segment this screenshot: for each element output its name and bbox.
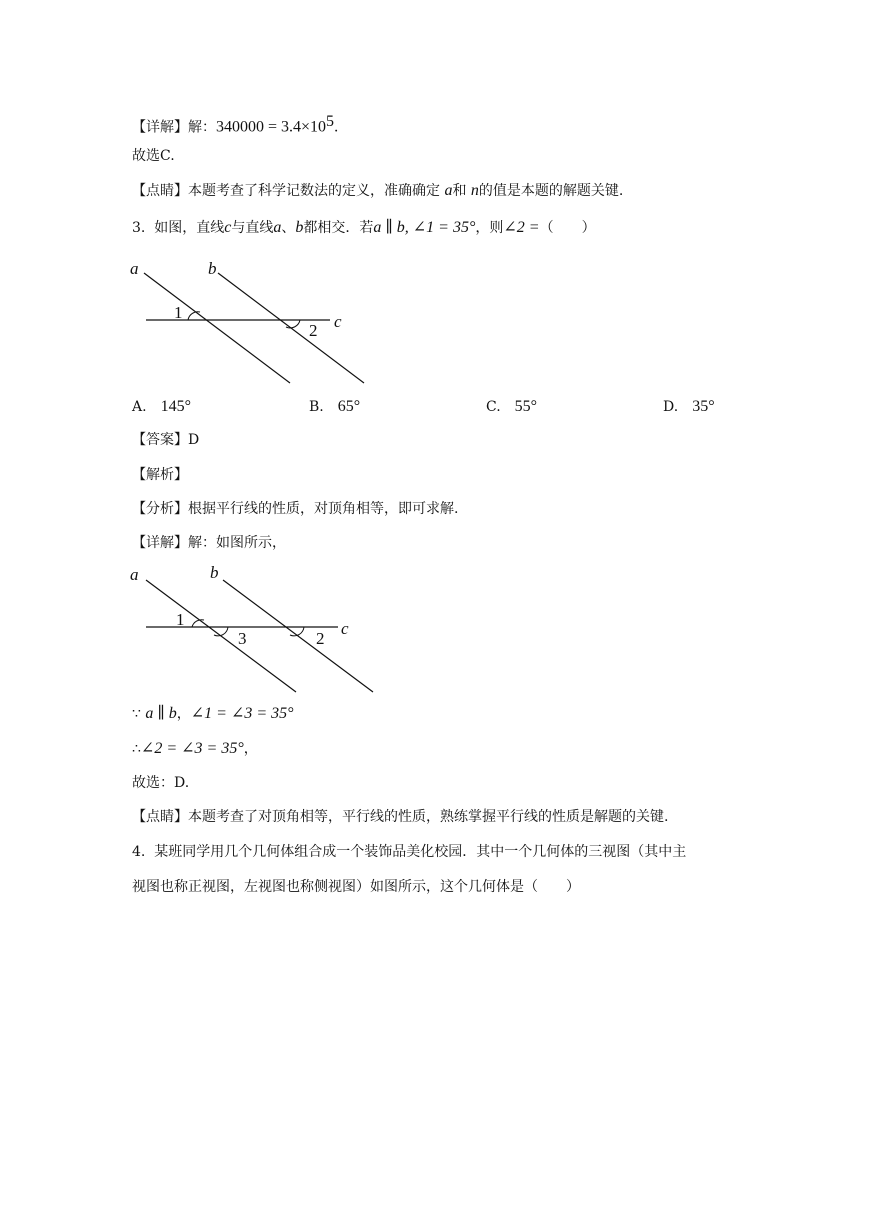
comment-2-line: [132, 807, 668, 827]
angle-3-arc: [214, 627, 228, 636]
option-value: 65°: [337, 398, 361, 415]
detail-exponent: 5: [326, 113, 335, 130]
step-1: [132, 704, 294, 724]
analysis-line: [132, 499, 458, 519]
detail-prefix: 解：: [188, 119, 216, 136]
option-letter: C.: [486, 399, 501, 415]
detail-2-text: 解：如图所示，: [188, 535, 286, 551]
angle-equality: ∠1 = ∠3 = 35°: [190, 705, 294, 722]
detail-tail: ．: [334, 119, 349, 136]
answer-value: D: [188, 432, 200, 448]
step-2-tail: ，: [243, 741, 258, 757]
option-value: 145°: [160, 398, 191, 415]
question-paren: （ ）: [539, 220, 596, 236]
option-value: 55°: [514, 398, 538, 415]
detail-2-label: 【详解】: [132, 535, 188, 551]
question-4-number: 4.: [132, 844, 146, 860]
detail-lhs: 340000: [216, 118, 264, 136]
line-a: [144, 273, 290, 383]
label-angle-2: 2: [316, 629, 325, 648]
figure-1: [128, 257, 368, 387]
var-a: a: [444, 182, 453, 199]
question-text-c: 都相交．若: [303, 220, 374, 236]
comment-text-b: 和: [452, 183, 467, 199]
comment-2-text: 本题考查了对顶角相等，平行线的性质，熟练掌握平行线的性质是解题的关键.: [188, 809, 669, 825]
label-b: b: [208, 259, 217, 278]
comment-2-label: 【点睛】: [132, 809, 188, 825]
figure-2: [128, 564, 373, 699]
answer-label: 【答案】: [132, 432, 188, 448]
label-a: a: [130, 565, 139, 584]
detail-label: 【详解】: [132, 119, 188, 136]
option-letter: D.: [663, 399, 679, 415]
choose-line: 故选C.: [132, 148, 175, 164]
question-number: 3.: [132, 220, 146, 236]
question-4-line-1: [132, 842, 686, 862]
option-b: [309, 397, 360, 417]
detail-equation: = 3.4×10: [264, 118, 327, 136]
comment-label: 【点睛】: [132, 183, 188, 199]
detail-line: [132, 112, 348, 138]
angle-1-arc: [192, 620, 204, 627]
question-4-line-2: 视图也称正视图，左视图也称侧视图）如图所示，这个几何体是（ ）: [132, 879, 580, 895]
angle-2-arc: [286, 320, 300, 328]
option-d: [663, 397, 715, 417]
label-angle-3: 3: [238, 629, 247, 648]
option-letter: A.: [132, 399, 147, 415]
line-b-name: b: [295, 219, 304, 236]
question-3: [132, 218, 596, 238]
analysis-heading: 【解析】: [132, 467, 188, 483]
option-value: 35°: [692, 398, 715, 415]
comment-text-c: 的值是本题的解题关键.: [478, 183, 624, 199]
label-a: a: [130, 259, 139, 278]
parallel-statement: a ∥ b: [145, 705, 177, 722]
label-c: c: [341, 619, 349, 638]
analysis-label: 【分析】: [132, 501, 188, 517]
comment-line: [132, 181, 623, 201]
option-letter: B.: [309, 399, 324, 415]
step-1-sep: ，: [176, 706, 191, 722]
line-c-name: c: [224, 219, 232, 236]
step-2: [132, 739, 258, 759]
question-text-d: ，则: [475, 220, 504, 236]
analysis-text: 根据平行线的性质，对顶角相等，即可求解.: [188, 501, 459, 517]
question-text-a: 如图，直线: [154, 220, 225, 236]
line-a: [146, 580, 296, 692]
label-angle-2: 2: [309, 321, 318, 340]
conclusion: ∠2 = ∠3 = 35°: [140, 740, 244, 757]
question-text-b: 与直线: [231, 220, 274, 236]
angle-1-arc: [188, 312, 200, 320]
label-c: c: [334, 312, 342, 331]
therefore-symbol: ∴: [132, 741, 141, 757]
choose-2-line: 故选：D.: [132, 775, 190, 791]
question-4-text-1: 某班同学用几个几何体组合成一个装饰品美化校园．其中一个几何体的三视图（其中主: [154, 844, 687, 860]
label-angle-1: 1: [174, 303, 183, 322]
question-condition: a ∥ b, ∠1 = 35°: [373, 219, 476, 236]
comment-text-a: 本题考查了科学记数法的定义，准确确定: [188, 183, 440, 199]
label-b: b: [210, 563, 219, 582]
question-sep: 、: [281, 220, 296, 236]
because-symbol: ∵: [132, 706, 141, 722]
detail-2-line: [132, 533, 286, 553]
option-c: [486, 397, 537, 417]
answer-line: [132, 430, 199, 450]
question-ask: ∠2 =: [503, 219, 540, 236]
option-a: [132, 397, 191, 417]
label-angle-1: 1: [176, 610, 185, 629]
line-a-name: a: [273, 219, 282, 236]
var-n: n: [470, 182, 479, 199]
